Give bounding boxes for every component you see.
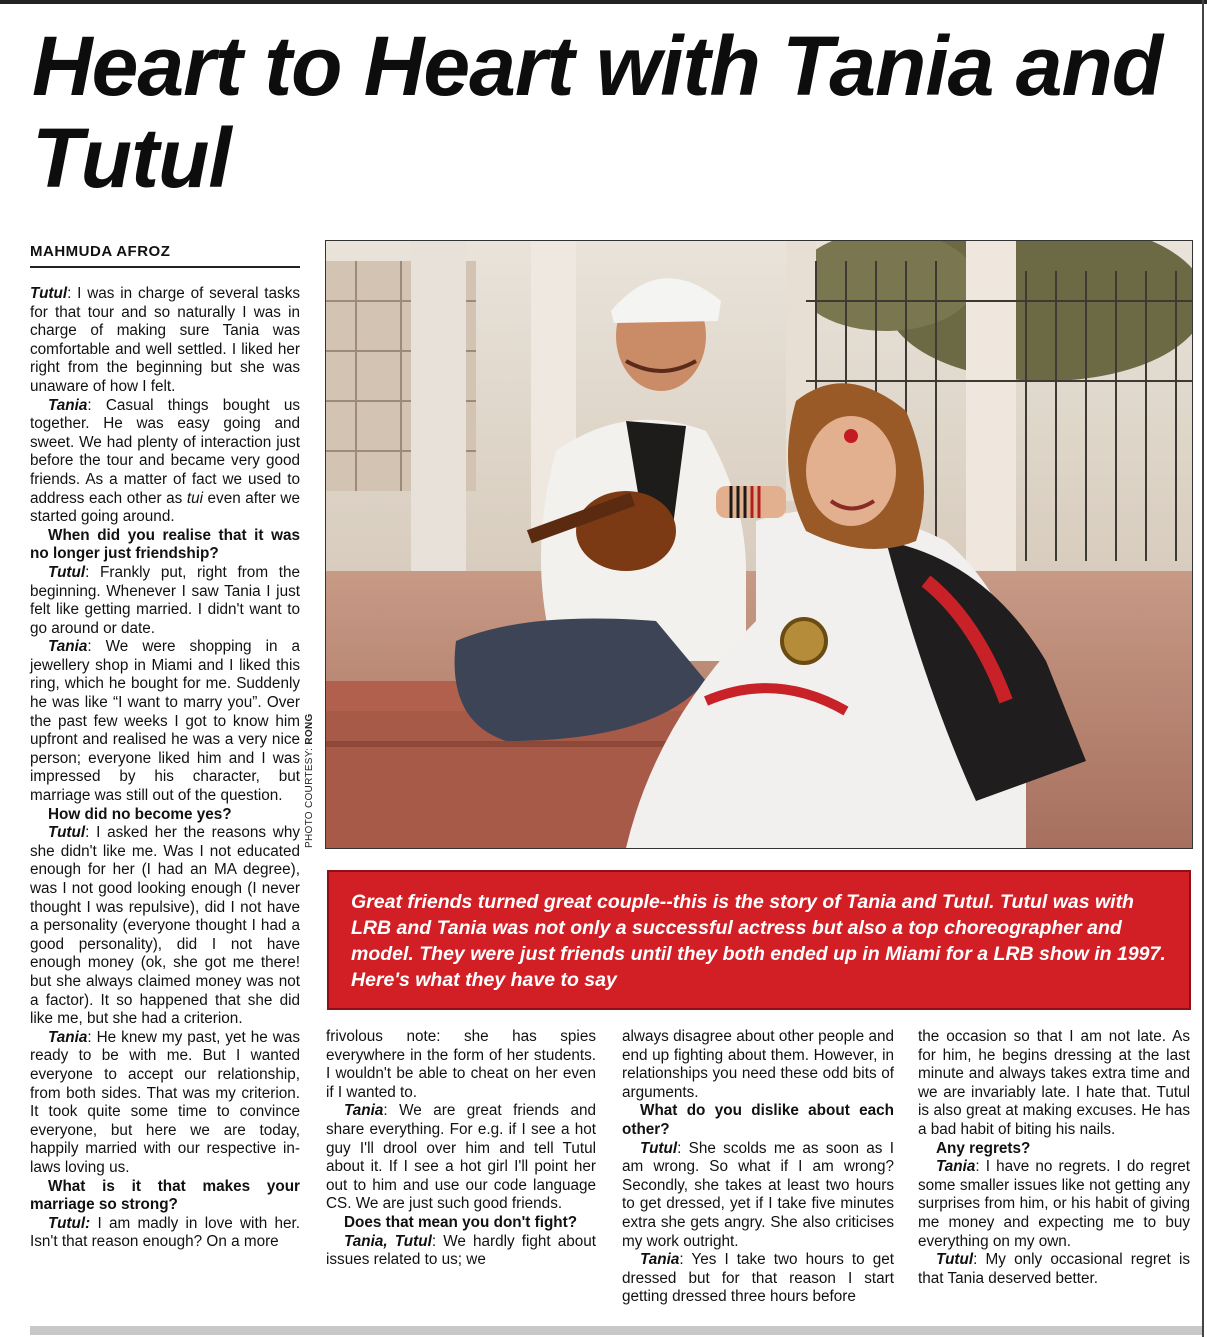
byline: MAHMUDA AFROZ — [30, 243, 300, 268]
paragraph-text: : I was in charge of several tasks for that tour and so naturally I was in charge of making sure Tania was comfortable and well settled. I liked her right from the beginning but she was unaware of how I felt. — [30, 285, 300, 395]
paragraph-text: : Yes I take two hours to get dressed but for that reason I start getting dressed three hours before — [622, 1251, 894, 1306]
paragraph-text: : I have no regrets. I do regret some smaller issues like not getting any surprises from him, or his habit of giving me money and expecting me to buy everything on my own. — [918, 1158, 1190, 1250]
photo-credit-source: RONG — [304, 713, 315, 745]
paragraph — [30, 564, 300, 638]
speaker-name: Tutul — [48, 824, 86, 842]
interview-question: Does that mean you don't fight? — [344, 1213, 578, 1231]
paragraph: always disagree about other people and end up fighting about them. However, in relationships you need these odd bits of arguments. — [622, 1028, 894, 1101]
speaker-name: Tutul — [48, 563, 86, 581]
paragraph — [918, 1158, 1190, 1251]
speaker-name: Tania — [48, 396, 88, 414]
paragraph — [622, 1140, 894, 1252]
paragraph-text: : We were shopping in a jewellery shop in Miami and I liked this ring, which he bought for me. Suddenly he was like “I want to marry you”. Over the past few weeks I got to know him upfront and realised he was a very nice person; everyone liked him and I was impressed by his character, but marriage was still out of the question. — [30, 638, 300, 805]
right-rule — [1202, 0, 1204, 1337]
paragraph-text: : We are great friends and share everything. For e.g. if I see a hot guy I'll drool over him and tell Tutul about it. If I see a hot girl I'll point her out to him and use our code language CS. We are just such good friends. — [326, 1102, 596, 1213]
headline: Heart to Heart with Tania and Tutul — [32, 19, 1163, 205]
paragraph-text: : My only occasional regret is that Tania deserved better. — [918, 1251, 1190, 1287]
speaker-name: Tania — [936, 1158, 976, 1176]
speaker-name: Tania — [48, 638, 88, 656]
paragraph-text: : Frankly put, right from the beginning. Whenever I saw Tania I just felt like getting married. I didn't want to go around or date. — [30, 563, 300, 637]
standfirst-callout: Great friends turned great couple--this is the story of Tania and Tutul. Tutul was with LRB and Tania was not only a successful actress but also a top choreographer and model. They were just friends until they both ended up in Miami for a LRB show in 1997. Here's what they have to say — [327, 870, 1191, 1010]
couple-photo-illustration — [326, 241, 1192, 848]
paragraph: frivolous note: she has spies everywhere in the form of her students. I wouldn't be able to cheat on her even if I wanted to. — [326, 1028, 596, 1101]
paragraph-text: : She scolds me as soon as I am wrong. So what if I am wrong? Secondly, she takes at least two hours to get dressed, yet if I take five minutes extra she gets angry. She also criticises my work outright. — [622, 1139, 894, 1250]
speaker-name: Tutul — [640, 1139, 678, 1157]
speaker-name: Tutul: — [48, 1214, 91, 1232]
speaker-name: Tutul — [936, 1251, 974, 1269]
photo-credit — [304, 705, 320, 850]
paragraph: the occasion so that I am not late. As for him, he begins dressing at the last minute and always takes extra time and we are invariably late. I hate that. Tutul is also great at making excuses. He has a bad habit of biting his nails. — [918, 1028, 1190, 1138]
paragraph — [326, 1233, 596, 1270]
interview-question: Any regrets? — [936, 1139, 1031, 1157]
article-column-3 — [622, 1028, 894, 1307]
bottom-rule — [30, 1326, 1202, 1335]
paragraph — [30, 638, 300, 805]
speaker-name: Tania — [344, 1102, 384, 1120]
paragraph — [30, 285, 300, 397]
speaker-name: Tania — [640, 1251, 680, 1269]
couple-photo — [325, 240, 1193, 849]
paragraph — [30, 397, 300, 527]
article-column-4 — [918, 1028, 1190, 1288]
article-column-1 — [30, 285, 300, 1252]
speaker-name: Tutul — [30, 285, 68, 302]
interview-question: What do you dislike about each other? — [622, 1102, 894, 1138]
emphasis-text: tui — [186, 489, 203, 507]
article-column-2 — [326, 1028, 596, 1270]
paragraph-text: : I asked her the reasons why she didn't like me. Was I not educated enough for her (I had an MA degree), was I not good looking enough (I never thought I was repulsive), did I not have a personality (everyone thought I had a good personality), did I not have enough money (ok, she got me there! but she always claimed money was not a factor). It so happened that she did like me, but she had a criterion. — [30, 824, 300, 1028]
photo-credit-label: PHOTO COURTESY: — [304, 747, 315, 848]
speaker-name: Tania — [48, 1028, 88, 1046]
speaker-name: Tania, Tutul — [344, 1232, 432, 1250]
interview-question: What is it that makes your marriage so strong? — [30, 1177, 300, 1214]
interview-question: How did no become yes? — [48, 805, 232, 823]
paragraph-text: : We hardly fight about issues related to us; we — [326, 1232, 597, 1269]
paragraph-text: even after we started going around. — [30, 489, 300, 526]
top-rule — [0, 0, 1207, 4]
paragraph — [30, 1029, 300, 1178]
paragraph — [622, 1251, 894, 1307]
paragraph-text: : He knew my past, yet he was ready to be with me. But I wanted everyone to accept our relationship, from both sides. That was my criterion. It took quite some time to convince everyone, but here we are today, happily married with our respective in-laws loving us. — [30, 1028, 300, 1176]
interview-question: When did you realise that it was no longer just friendship? — [30, 526, 300, 563]
paragraph — [30, 1215, 300, 1252]
paragraph — [30, 824, 300, 1029]
paragraph-text: : Casual things bought us together. He was easy going and sweet. We had plenty of interaction just before the tour and became very good friends. As a matter of fact we used to address each other as — [30, 396, 300, 507]
paragraph — [918, 1251, 1190, 1288]
paragraph — [326, 1102, 596, 1214]
paragraph-text: I am madly in love with her. Isn't that reason enough? On a more — [30, 1214, 300, 1251]
